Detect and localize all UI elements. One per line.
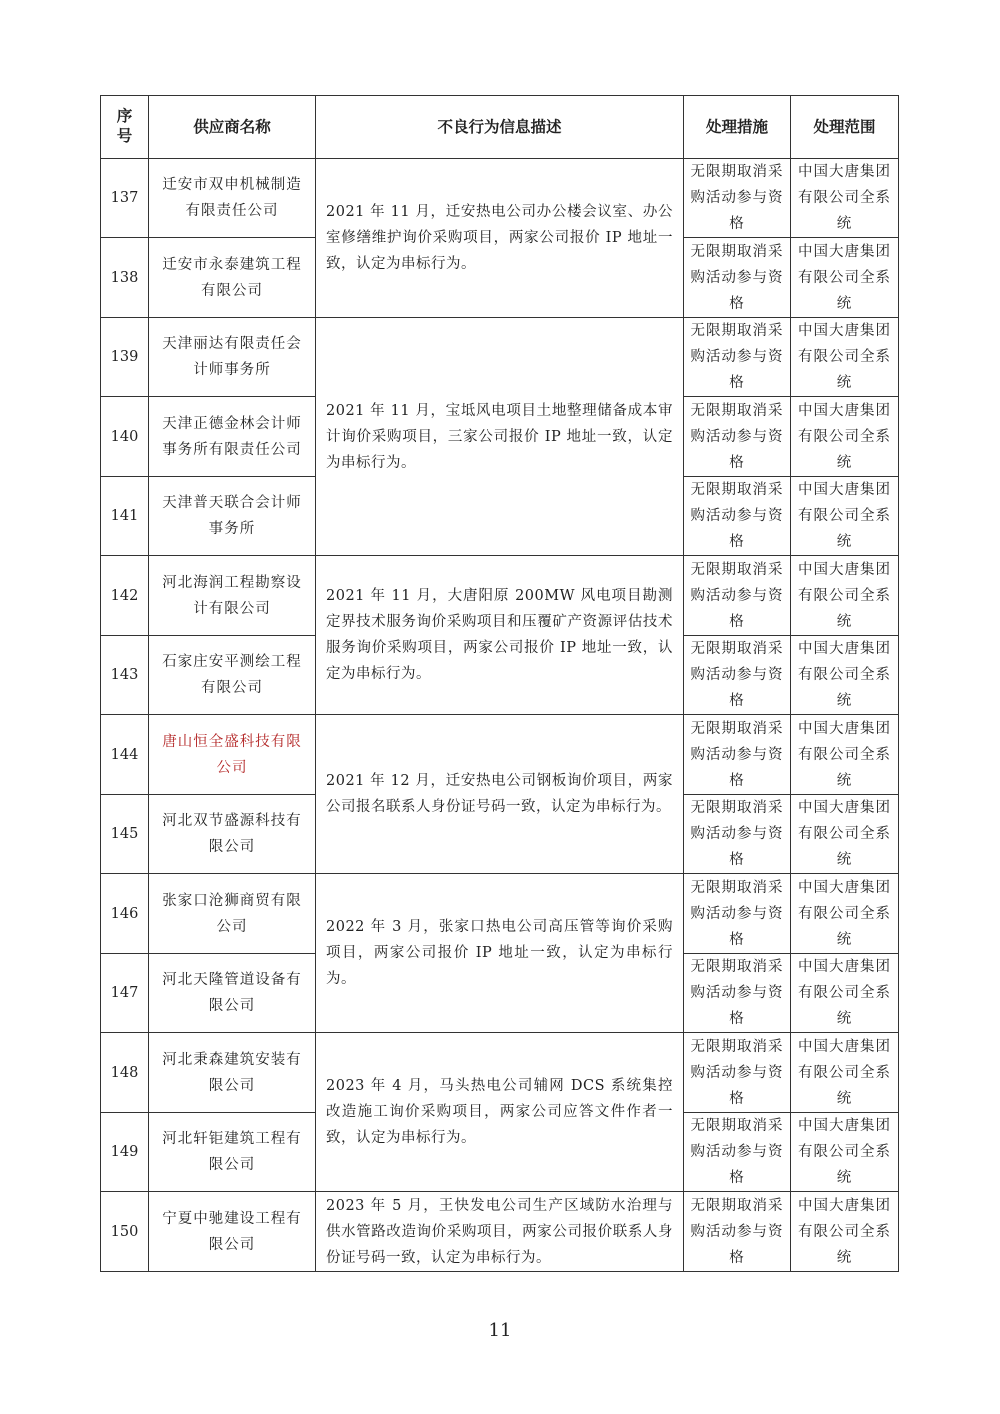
scope-cell: 中国大唐集团有限公司全系统: [791, 397, 899, 477]
action-cell: 无限期取消采购活动参与资格: [684, 238, 791, 318]
misconduct-description: 2021 年 11 月，迁安热电公司办公楼会议室、办公室修缮维护询价采购项目，两家公司报价 IP 地址一致，认定为串标行为。: [316, 159, 684, 318]
row-index: 140: [101, 397, 149, 477]
action-cell: 无限期取消采购活动参与资格: [684, 636, 791, 715]
scope-cell: 中国大唐集团有限公司全系统: [791, 556, 899, 636]
header-idx: [101, 96, 149, 159]
table-row: [101, 318, 899, 397]
row-index: 148: [101, 1033, 149, 1113]
action-cell: 无限期取消采购活动参与资格: [684, 318, 791, 397]
scope-cell: 中国大唐集团有限公司全系统: [791, 1192, 899, 1272]
row-index: 137: [101, 159, 149, 238]
row-index: 139: [101, 318, 149, 397]
action-cell: 无限期取消采购活动参与资格: [684, 795, 791, 874]
misconduct-description: 2021 年 11 月，大唐阳原 200MW 风电项目勘测定界技术服务询价采购项目和压覆矿产资源评估技术服务询价采购项目，两家公司报价 IP 地址一致，认定为串标行为。: [316, 556, 684, 715]
supplier-name: 河北双节盛源科技有限公司: [149, 795, 316, 874]
scope-cell: 中国大唐集团有限公司全系统: [791, 715, 899, 795]
action-cell: 无限期取消采购活动参与资格: [684, 1113, 791, 1192]
supplier-name: 天津普天联合会计师事务所: [149, 477, 316, 556]
scope-cell: 中国大唐集团有限公司全系统: [791, 874, 899, 954]
row-index: 142: [101, 556, 149, 636]
scope-cell: 中国大唐集团有限公司全系统: [791, 1113, 899, 1192]
scope-cell: 中国大唐集团有限公司全系统: [791, 159, 899, 238]
supplier-name: 天津正德金林会计师事务所有限责任公司: [149, 397, 316, 477]
table-row: [101, 1033, 899, 1113]
row-index: 138: [101, 238, 149, 318]
scope-cell: 中国大唐集团有限公司全系统: [791, 954, 899, 1033]
header-name: 供应商名称: [149, 96, 316, 159]
action-cell: 无限期取消采购活动参与资格: [684, 477, 791, 556]
page-number: 11: [488, 1320, 512, 1341]
action-cell: 无限期取消采购活动参与资格: [684, 397, 791, 477]
misconduct-description: 2023 年 4 月，马头热电公司辅网 DCS 系统集控改造施工询价采购项目，两家公司应答文件作者一致，认定为串标行为。: [316, 1033, 684, 1192]
table-row: [101, 715, 899, 795]
row-index: 141: [101, 477, 149, 556]
misconduct-description: 2022 年 3 月，张家口热电公司高压管等询价采购项目，两家公司报价 IP 地址一致，认定为串标行为。: [316, 874, 684, 1033]
header-scope: 处理范围: [791, 96, 899, 159]
supplier-name: 迁安市双申机械制造有限责任公司: [149, 159, 316, 238]
scope-cell: 中国大唐集团有限公司全系统: [791, 238, 899, 318]
row-index: 147: [101, 954, 149, 1033]
action-cell: 无限期取消采购活动参与资格: [684, 556, 791, 636]
supplier-name: 河北海润工程勘察设计有限公司: [149, 556, 316, 636]
row-index: 145: [101, 795, 149, 874]
row-index: 143: [101, 636, 149, 715]
scope-cell: 中国大唐集团有限公司全系统: [791, 477, 899, 556]
scope-cell: 中国大唐集团有限公司全系统: [791, 636, 899, 715]
supplier-name: 张家口沧狮商贸有限公司: [149, 874, 316, 954]
supplier-name: 迁安市永泰建筑工程有限公司: [149, 238, 316, 318]
supplier-name: 天津丽达有限责任会计师事务所: [149, 318, 316, 397]
table-row: [101, 159, 899, 238]
supplier-name: 河北轩钜建筑工程有限公司: [149, 1113, 316, 1192]
supplier-name: 河北天隆管道设备有限公司: [149, 954, 316, 1033]
misconduct-description: 2023 年 5 月，王快发电公司生产区域防水治理与供水管路改造询价采购项目，两家公司报价联系人身份证号码一致，认定为串标行为。: [316, 1192, 684, 1272]
action-cell: 无限期取消采购活动参与资格: [684, 1033, 791, 1113]
scope-cell: 中国大唐集团有限公司全系统: [791, 1033, 899, 1113]
table-row: [101, 556, 899, 636]
header-idx-text: 序号: [116, 105, 133, 145]
table-row: [101, 1192, 899, 1272]
row-index: 144: [101, 715, 149, 795]
supplier-name: 河北秉森建筑安装有限公司: [149, 1033, 316, 1113]
misconduct-table: [100, 95, 899, 1272]
supplier-name: 石家庄安平测绘工程有限公司: [149, 636, 316, 715]
action-cell: 无限期取消采购活动参与资格: [684, 159, 791, 238]
header-action: 处理措施: [684, 96, 791, 159]
action-cell: 无限期取消采购活动参与资格: [684, 954, 791, 1033]
header-row: [101, 96, 899, 159]
supplier-name: 宁夏中驰建设工程有限公司: [149, 1192, 316, 1272]
table-row: [101, 874, 899, 954]
row-index: 149: [101, 1113, 149, 1192]
row-index: 150: [101, 1192, 149, 1272]
scope-cell: 中国大唐集团有限公司全系统: [791, 795, 899, 874]
action-cell: 无限期取消采购活动参与资格: [684, 715, 791, 795]
action-cell: 无限期取消采购活动参与资格: [684, 874, 791, 954]
supplier-name-highlighted: 唐山恒全盛科技有限公司: [149, 715, 316, 795]
header-desc: 不良行为信息描述: [316, 96, 684, 159]
misconduct-description: 2021 年 11 月，宝坻风电项目土地整理储备成本审计询价采购项目，三家公司报价 IP 地址一致，认定为串标行为。: [316, 318, 684, 556]
misconduct-description: 2021 年 12 月，迁安热电公司钢板询价项目，两家公司报名联系人身份证号码一致，认定为串标行为。: [316, 715, 684, 874]
action-cell: 无限期取消采购活动参与资格: [684, 1192, 791, 1272]
row-index: 146: [101, 874, 149, 954]
scope-cell: 中国大唐集团有限公司全系统: [791, 318, 899, 397]
